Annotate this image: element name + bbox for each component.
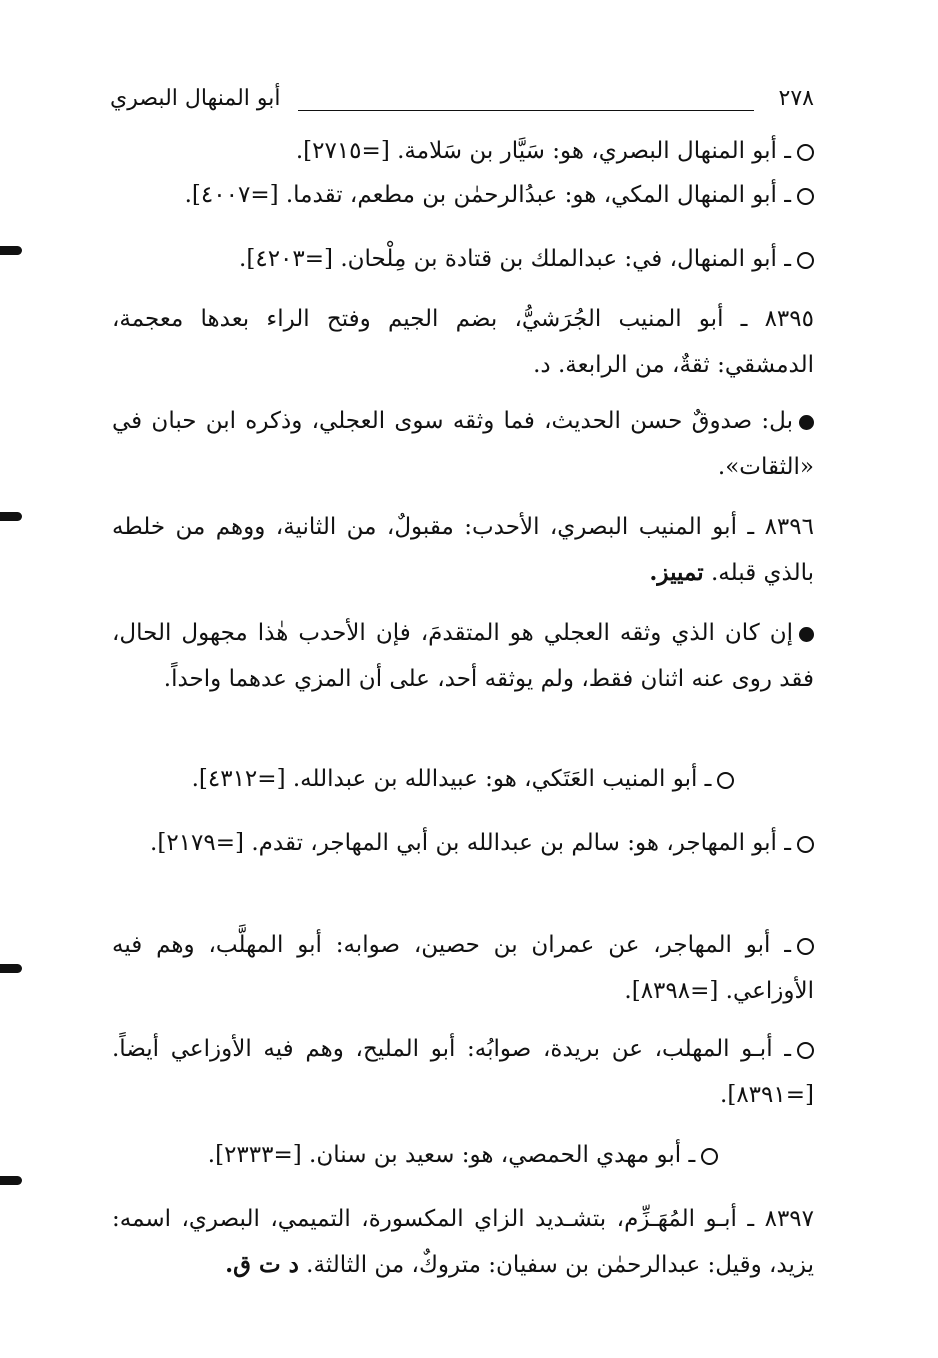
entry-text: ـ أبو مهدي الحمصي، هو: سعيد بن سنان. [=٢٣٣٣]. bbox=[207, 1142, 696, 1168]
page-header bbox=[110, 86, 814, 126]
entry-text: ـ أبـو المُهَـزِّم، بتشـديد الزاي المكسورة، التميمي، البصري، اسمه: يزيد، وقيل: عبدالرحمٰن بن سفيان: متروكٌ، من الثالثة. bbox=[112, 1206, 814, 1278]
entry-number: ٨٣٩٥ bbox=[764, 306, 814, 332]
hollow-circle-icon bbox=[797, 144, 814, 161]
entry-text: ـ أبو المهاجر، هو: سالم بن عبدالله بن أبي المهاجر، تقدم. [=٢١٧٩]. bbox=[150, 830, 791, 856]
entry-text: ـ أبو المنيب الجُرَشيُّ، بضم الجيم وفتح الراء بعدها معجمة، الدمشقي: ثقةٌ، من الرابعة. د. bbox=[112, 306, 814, 378]
running-title: أبو المنهال البصري bbox=[110, 86, 281, 111]
cross-reference-entry bbox=[112, 172, 814, 218]
scan-edge-mark bbox=[0, 1176, 22, 1185]
cross-reference-entry bbox=[112, 922, 814, 1014]
hollow-circle-icon bbox=[797, 836, 814, 853]
numbered-entry bbox=[112, 1196, 814, 1288]
hollow-circle-icon bbox=[717, 772, 734, 789]
entry-number: ٨٣٩٦ bbox=[764, 514, 814, 540]
cross-reference-entry bbox=[112, 1026, 814, 1118]
cross-reference-entry bbox=[112, 820, 814, 866]
scan-edge-mark bbox=[0, 512, 22, 521]
entry-text: ـ أبو المهاجر، عن عمران بن حصين، صوابه: أبو المهلَّب، وهم فيه الأوزاعي. [=٨٣٩٨]. bbox=[112, 932, 814, 1004]
filled-circle-icon bbox=[799, 627, 814, 642]
header-rule bbox=[298, 110, 754, 111]
entry-number: ٨٣٩٧ bbox=[764, 1206, 815, 1232]
hollow-circle-icon bbox=[797, 252, 814, 269]
entry-tag: د ت ق. bbox=[225, 1251, 299, 1278]
cross-reference-entry bbox=[112, 1132, 814, 1178]
entry-text: ـ أبو المنهال، في: عبدالملك بن قتادة بن مِلْحان. [=٤٢٠٣]. bbox=[239, 246, 791, 272]
entry-text: إن كان الذي وثقه العجلي هو المتقدمَ، فإن الأحدب هٰذا مجهول الحال، فقد روى عنه اثنان فقط، ولم يوثقه أحد، على أن المزي عدهما واحداً. bbox=[112, 620, 814, 692]
numbered-entry bbox=[112, 504, 814, 596]
entry-text: ـ أبو المنيب العَتَكي، هو: عبيدالله بن عبدالله. [=٤٣١٢]. bbox=[191, 766, 712, 792]
cross-reference-entry bbox=[112, 236, 814, 282]
hollow-circle-icon bbox=[797, 938, 814, 955]
page-number: ٢٧٨ bbox=[778, 86, 814, 111]
entry-text: بل: صدوقٌ حسن الحديث، فما وثقه سوى العجلي، وذكره ابن حبان في «الثقات». bbox=[112, 408, 814, 480]
entry-tag: تمييز. bbox=[649, 559, 704, 586]
entry-text: ـ أبـو المهلب، عن بريدة، صوابُه: أبو المليح، وهم فيه الأوزاعي أيضاً. [=٨٣٩١]. bbox=[112, 1036, 814, 1108]
hollow-circle-icon bbox=[797, 1042, 814, 1059]
filled-circle-icon bbox=[799, 415, 814, 430]
entry-text: ـ أبو المنهال المكي، هو: عبدُالرحمٰن بن مطعم، تقدما. [=٤٠٠٧]. bbox=[184, 182, 791, 208]
entry-text: ـ أبو المنيب البصري، الأحدب: مقبولٌ، من الثانية، ووهم من خلطه بالذي قبله. bbox=[112, 514, 814, 586]
commentary-entry bbox=[112, 398, 814, 490]
entry-text: ـ أبو المنهال البصري، هو: سَيَّار بن سَلامة. [=٢٧١٥]. bbox=[295, 138, 791, 164]
cross-reference-entry bbox=[112, 756, 814, 802]
scan-edge-mark bbox=[0, 964, 22, 973]
hollow-circle-icon bbox=[797, 188, 814, 205]
scan-edge-mark bbox=[0, 246, 22, 255]
hollow-circle-icon bbox=[701, 1148, 718, 1165]
cross-reference-entry bbox=[112, 128, 814, 174]
commentary-entry bbox=[112, 610, 814, 702]
numbered-entry bbox=[112, 296, 814, 388]
